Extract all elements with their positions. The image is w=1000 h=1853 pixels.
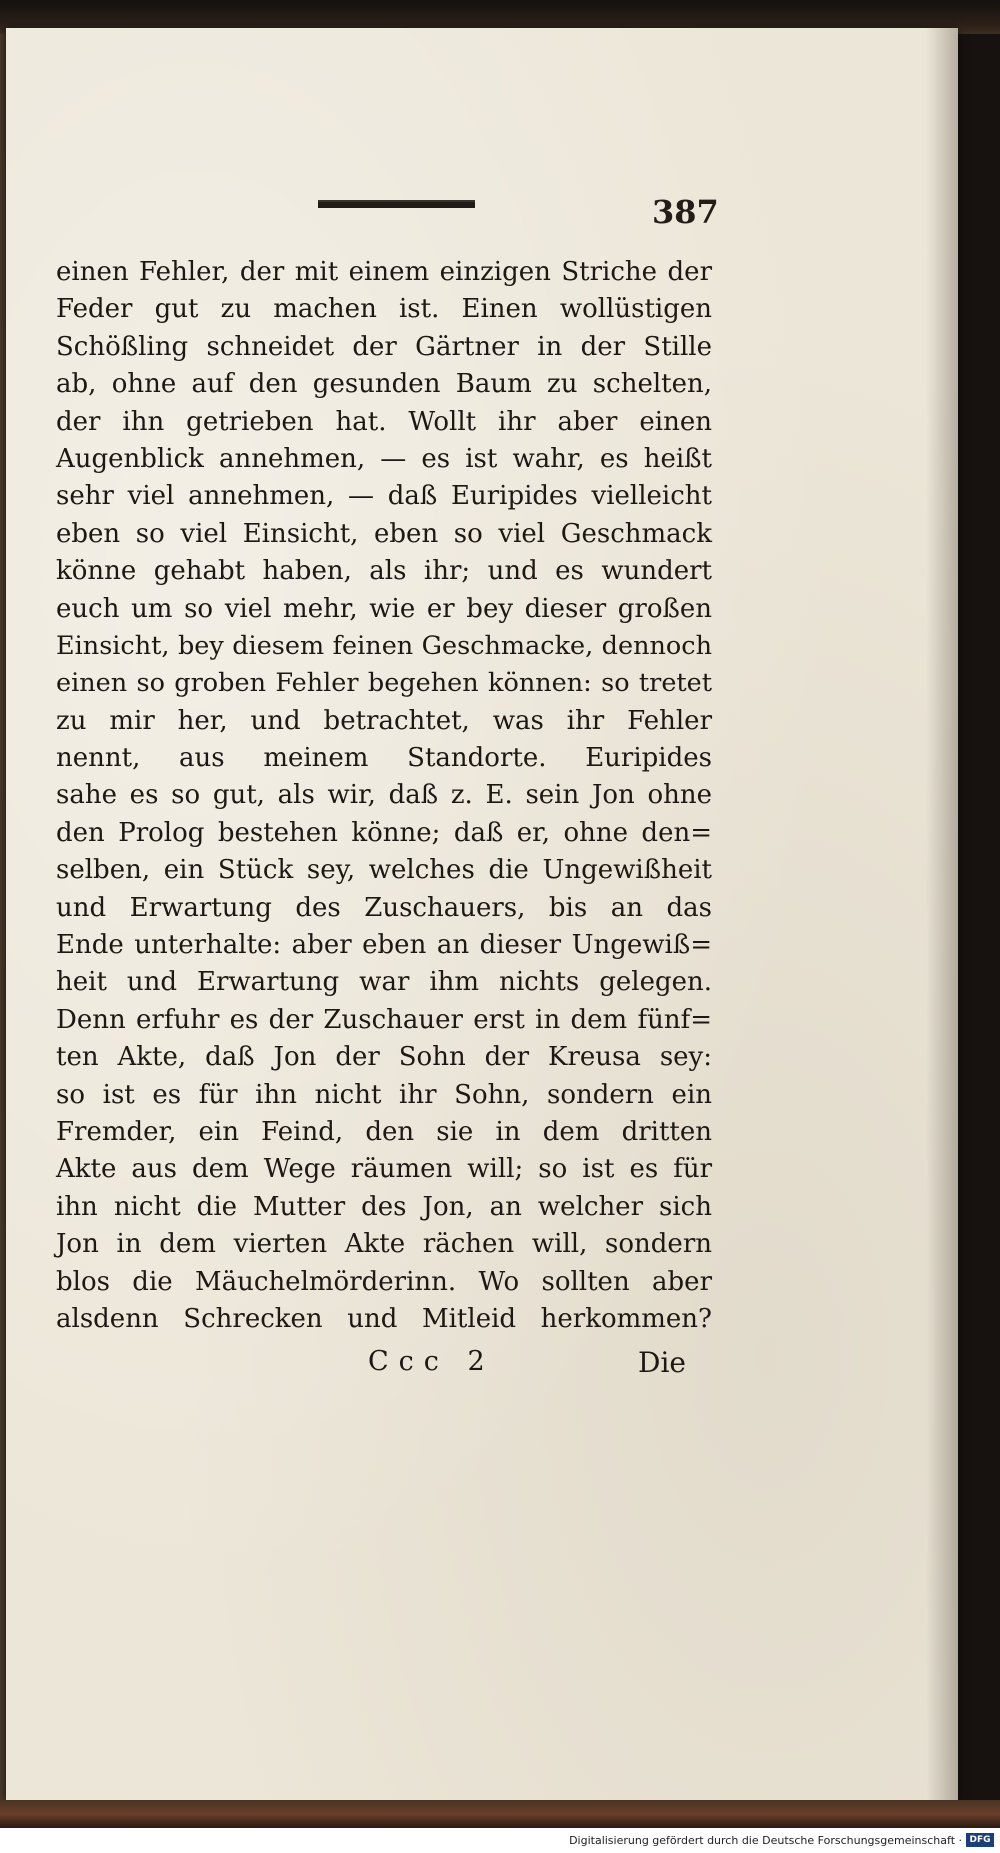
text-line: Feder gut zu machen ist. Einen wollüstigen [56, 294, 712, 325]
text-line: Fremder, ein Feind, den sie in dem dritten [56, 1116, 712, 1147]
text-line: sahe es so gut, als wir, daß z. E. sein Jon ohne [56, 780, 712, 811]
text-line: den Prolog bestehen könne; daß er, ohne den= [56, 817, 712, 848]
text-line: einen so groben Fehler begehen können: so tretet [56, 668, 712, 699]
text-line: Einsicht, bey diesem feinen Geschmacke, dennoch [56, 630, 712, 661]
text-line: Ende unterhalte: aber eben an dieser Ungewiß= [56, 930, 712, 961]
text-line: und Erwartung des Zuschauers, bis an das [56, 892, 712, 923]
text-line: heit und Erwartung war ihm nichts gelegen. [56, 967, 712, 998]
text-line: ab, ohne auf den gesunden Baum zu schelten, [56, 369, 712, 400]
scan-bottom-edge [0, 1800, 1000, 1828]
page-gutter-shadow [926, 28, 958, 1800]
text-line: ten Akte, daß Jon der Sohn der Kreusa sey: [56, 1042, 712, 1073]
page-number: 387 [652, 193, 719, 231]
text-line: Jon in dem vierten Akte rächen will, sondern [56, 1229, 712, 1260]
body-text [56, 254, 712, 1338]
text-line: Schößling schneidet der Gärtner in der Stille [56, 331, 712, 362]
catchword: Die [638, 1346, 686, 1379]
dfg-logo: DFG [966, 1833, 994, 1847]
text-line: zu mir her, und betrachtet, was ihr Fehler [56, 705, 712, 736]
text-line: selben, ein Stück sey, welches die Ungewißheit [56, 855, 712, 886]
text-line: euch um so viel mehr, wie er bey dieser großen [56, 593, 712, 624]
text-line: eben so viel Einsicht, eben so viel Geschmack [56, 518, 712, 549]
text-line: Augenblick annehmen, — es ist wahr, es heißt [56, 443, 712, 474]
digitization-credit: Digitalisierung gefördert durch die Deutsche Forschungsgemeinschaft · [569, 1834, 962, 1847]
text-line: könne gehabt haben, als ihr; und es wundert [56, 556, 712, 587]
text-line: so ist es für ihn nicht ihr Sohn, sondern ein [56, 1079, 712, 1110]
text-line: der ihn getrieben hat. Wollt ihr aber einen [56, 406, 712, 437]
signature-mark: Ccc 2 [368, 1346, 495, 1377]
header-rule [318, 200, 475, 208]
text-line: Akte aus dem Wege räumen will; so ist es für [56, 1154, 712, 1185]
text-line: alsdenn Schrecken und Mitleid herkommen? [56, 1303, 712, 1334]
text-line: ihn nicht die Mutter des Jon, an welcher sich [56, 1191, 712, 1222]
text-line: blos die Mäuchelmörderinn. Wo sollten aber [56, 1266, 712, 1297]
text-line: einen Fehler, der mit einem einzigen Striche der [56, 257, 712, 287]
text-line: nennt, aus meinem Standorte. Euripides [56, 743, 712, 774]
text-line: sehr viel annehmen, — daß Euripides vielleicht [56, 481, 712, 512]
text-line: Denn erfuhr es der Zuschauer erst in dem fünf= [56, 1004, 712, 1035]
